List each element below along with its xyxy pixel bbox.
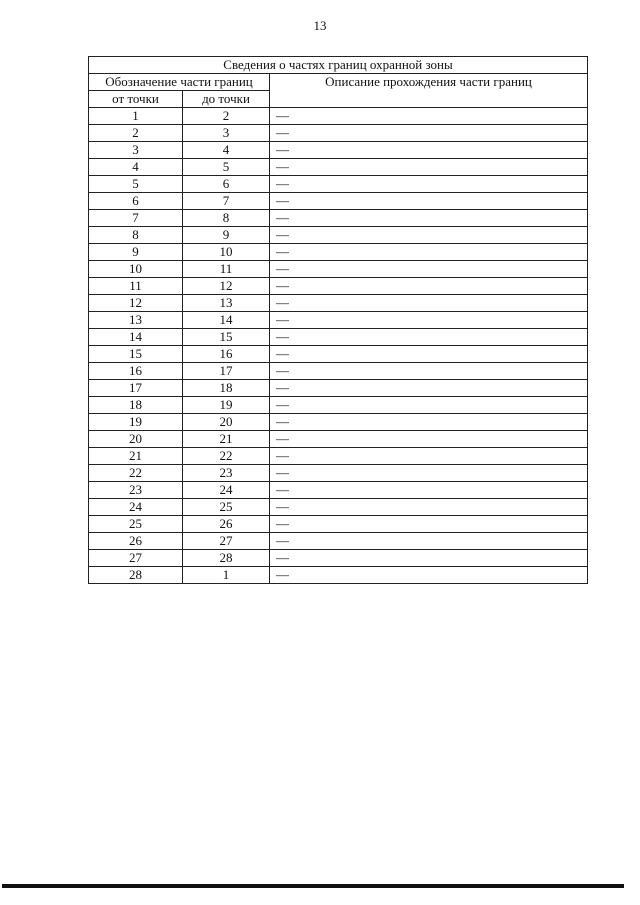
from-point-header: от точки <box>89 91 183 108</box>
from-point-cell: 22 <box>89 465 183 482</box>
table-row <box>89 482 588 499</box>
description-cell: — <box>270 227 588 244</box>
description-cell: — <box>270 278 588 295</box>
to-point-header: до точки <box>183 91 270 108</box>
boundary-parts-table <box>88 56 588 584</box>
page-number: 13 <box>313 18 327 33</box>
table-row <box>89 244 588 261</box>
table-row <box>89 295 588 312</box>
description-cell: — <box>270 312 588 329</box>
from-point-cell: 21 <box>89 448 183 465</box>
table-row <box>89 516 588 533</box>
to-point-cell: 4 <box>183 142 270 159</box>
table-title: Сведения о частях границ охранной зоны <box>89 57 588 74</box>
table-row <box>89 533 588 550</box>
description-cell: — <box>270 363 588 380</box>
to-point-cell: 9 <box>183 227 270 244</box>
description-cell: — <box>270 210 588 227</box>
table-row <box>89 550 588 567</box>
from-point-cell: 27 <box>89 550 183 567</box>
from-point-cell: 7 <box>89 210 183 227</box>
description-cell: — <box>270 465 588 482</box>
to-point-cell: 13 <box>183 295 270 312</box>
description-cell: — <box>270 397 588 414</box>
description-cell: — <box>270 414 588 431</box>
description-cell: — <box>270 142 588 159</box>
table-row <box>89 176 588 193</box>
from-point-cell: 3 <box>89 142 183 159</box>
table-row <box>89 261 588 278</box>
to-point-cell: 15 <box>183 329 270 346</box>
description-header: Описание прохождения части границ <box>270 74 588 108</box>
from-point-cell: 18 <box>89 397 183 414</box>
description-cell: — <box>270 244 588 261</box>
table-row <box>89 108 588 125</box>
from-point-cell: 9 <box>89 244 183 261</box>
table-row <box>89 227 588 244</box>
group-header-row <box>89 74 588 91</box>
to-point-cell: 27 <box>183 533 270 550</box>
table-row <box>89 329 588 346</box>
table-row <box>89 142 588 159</box>
from-point-cell: 6 <box>89 193 183 210</box>
to-point-cell: 3 <box>183 125 270 142</box>
to-point-cell: 7 <box>183 193 270 210</box>
description-cell: — <box>270 346 588 363</box>
group-header: Обозначение части границ <box>89 74 270 91</box>
to-point-cell: 20 <box>183 414 270 431</box>
to-point-cell: 21 <box>183 431 270 448</box>
table-row <box>89 380 588 397</box>
to-point-cell: 2 <box>183 108 270 125</box>
from-point-cell: 28 <box>89 567 183 584</box>
description-cell: — <box>270 499 588 516</box>
to-point-cell: 25 <box>183 499 270 516</box>
table-row <box>89 125 588 142</box>
from-point-cell: 8 <box>89 227 183 244</box>
to-point-cell: 23 <box>183 465 270 482</box>
description-cell: — <box>270 159 588 176</box>
description-cell: — <box>270 567 588 584</box>
to-point-cell: 14 <box>183 312 270 329</box>
description-cell: — <box>270 550 588 567</box>
description-cell: — <box>270 533 588 550</box>
to-point-cell: 28 <box>183 550 270 567</box>
to-point-cell: 26 <box>183 516 270 533</box>
to-point-cell: 10 <box>183 244 270 261</box>
from-point-cell: 11 <box>89 278 183 295</box>
table-row <box>89 448 588 465</box>
table-row <box>89 397 588 414</box>
table-row <box>89 567 588 584</box>
to-point-cell: 17 <box>183 363 270 380</box>
description-cell: — <box>270 431 588 448</box>
table-row <box>89 499 588 516</box>
to-point-cell: 19 <box>183 397 270 414</box>
table-row <box>89 431 588 448</box>
table-header <box>89 57 588 108</box>
table-title-row <box>89 57 588 74</box>
from-point-cell: 23 <box>89 482 183 499</box>
table-row <box>89 312 588 329</box>
table-row <box>89 414 588 431</box>
description-cell: — <box>270 482 588 499</box>
to-point-cell: 8 <box>183 210 270 227</box>
from-point-cell: 15 <box>89 346 183 363</box>
description-cell: — <box>270 295 588 312</box>
from-point-cell: 10 <box>89 261 183 278</box>
description-cell: — <box>270 176 588 193</box>
table-row <box>89 346 588 363</box>
description-cell: — <box>270 108 588 125</box>
to-point-cell: 6 <box>183 176 270 193</box>
from-point-cell: 12 <box>89 295 183 312</box>
table-row <box>89 363 588 380</box>
from-point-cell: 4 <box>89 159 183 176</box>
table-row <box>89 210 588 227</box>
from-point-cell: 2 <box>89 125 183 142</box>
from-point-cell: 14 <box>89 329 183 346</box>
to-point-cell: 5 <box>183 159 270 176</box>
bottom-rule <box>2 884 624 888</box>
description-cell: — <box>270 193 588 210</box>
description-cell: — <box>270 125 588 142</box>
table-row <box>89 193 588 210</box>
from-point-cell: 20 <box>89 431 183 448</box>
to-point-cell: 18 <box>183 380 270 397</box>
from-point-cell: 26 <box>89 533 183 550</box>
from-point-cell: 13 <box>89 312 183 329</box>
to-point-cell: 1 <box>183 567 270 584</box>
description-cell: — <box>270 329 588 346</box>
description-cell: — <box>270 261 588 278</box>
from-point-cell: 1 <box>89 108 183 125</box>
from-point-cell: 25 <box>89 516 183 533</box>
table-row <box>89 159 588 176</box>
description-cell: — <box>270 380 588 397</box>
description-cell: — <box>270 516 588 533</box>
to-point-cell: 24 <box>183 482 270 499</box>
description-cell: — <box>270 448 588 465</box>
from-point-cell: 5 <box>89 176 183 193</box>
table-row <box>89 465 588 482</box>
table-row <box>89 278 588 295</box>
to-point-cell: 22 <box>183 448 270 465</box>
from-point-cell: 16 <box>89 363 183 380</box>
to-point-cell: 16 <box>183 346 270 363</box>
to-point-cell: 12 <box>183 278 270 295</box>
from-point-cell: 17 <box>89 380 183 397</box>
from-point-cell: 19 <box>89 414 183 431</box>
from-point-cell: 24 <box>89 499 183 516</box>
to-point-cell: 11 <box>183 261 270 278</box>
table-body <box>89 108 588 584</box>
